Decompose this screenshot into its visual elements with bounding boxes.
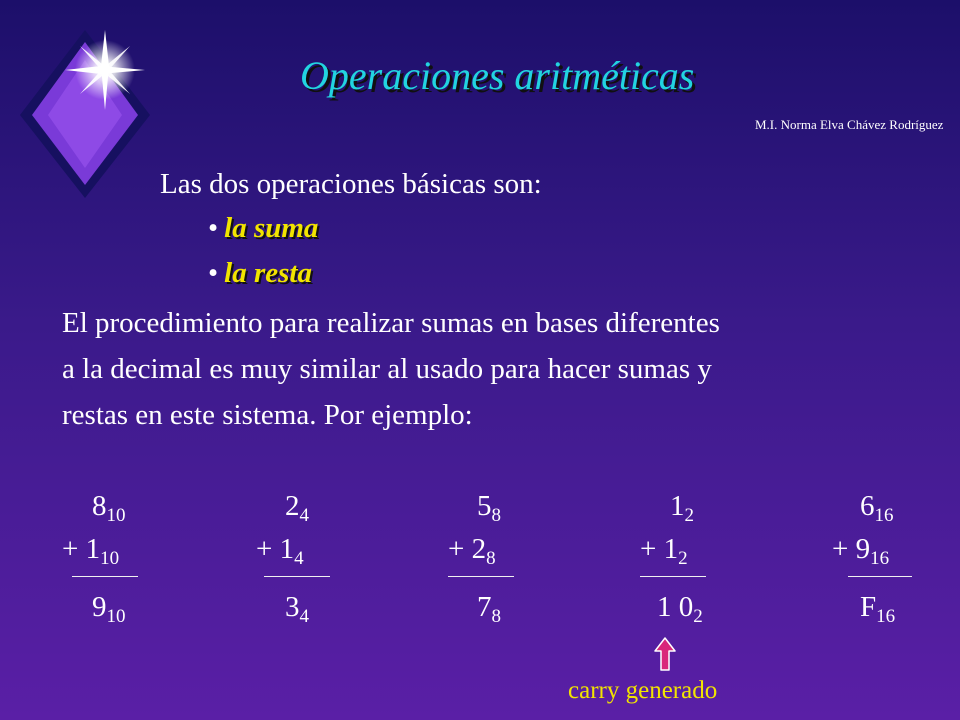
bullet-label: la suma	[224, 212, 319, 244]
paragraph-line: El procedimiento para realizar sumas en bases diferentes	[62, 307, 720, 339]
bullet-label: la resta	[224, 257, 312, 289]
carry-label: carry generado	[568, 677, 718, 704]
star-diamond-logo-icon	[10, 20, 160, 200]
bullet-resta	[208, 257, 312, 290]
example-3-result: $7_8$	[477, 591, 501, 627]
paragraph-line: restas en este sistema. Por ejemplo:	[62, 399, 473, 431]
example-2-addend: + $1_4$	[256, 533, 304, 569]
example-5-result: $F_{16}$	[860, 591, 896, 627]
example-3-top: $5_8$	[477, 490, 501, 526]
example-1-top: $8_{10}$	[92, 490, 126, 526]
bullet-suma	[208, 212, 318, 245]
bullet-marker: •	[208, 257, 219, 289]
example-2-top: $2_4$	[285, 490, 309, 526]
example-1-result: $9_{10}$	[92, 591, 126, 627]
example-5-sum-line	[848, 576, 912, 577]
example-2-result: $3_4$	[285, 591, 309, 627]
example-4-sum-line	[640, 576, 706, 577]
example-2-sum-line	[264, 576, 330, 577]
example-3-addend: + $2_8$	[448, 533, 496, 569]
example-1-sum-line	[72, 576, 138, 577]
explanation-paragraph	[62, 300, 912, 438]
intro-text: Las dos operaciones básicas son:	[160, 168, 542, 200]
slide-title: Operaciones aritméticas	[300, 53, 695, 98]
example-4-top: $1_2$	[670, 490, 694, 526]
example-3-sum-line	[448, 576, 514, 577]
example-5-top: $6_{16}$	[860, 490, 894, 526]
example-1-addend: + $1_{10}$	[62, 533, 120, 569]
example-4-addend: + $1_2$	[640, 533, 688, 569]
author-credit: M.I. Norma Elva Chávez Rodríguez	[755, 117, 944, 132]
example-5-addend: + $9_{16}$	[832, 533, 890, 569]
up-arrow-icon	[654, 637, 676, 671]
example-4-result: 1 $0_2$	[657, 591, 703, 627]
bullet-marker: •	[208, 212, 219, 244]
paragraph-line: a la decimal es muy similar al usado para hacer sumas y	[62, 353, 712, 385]
